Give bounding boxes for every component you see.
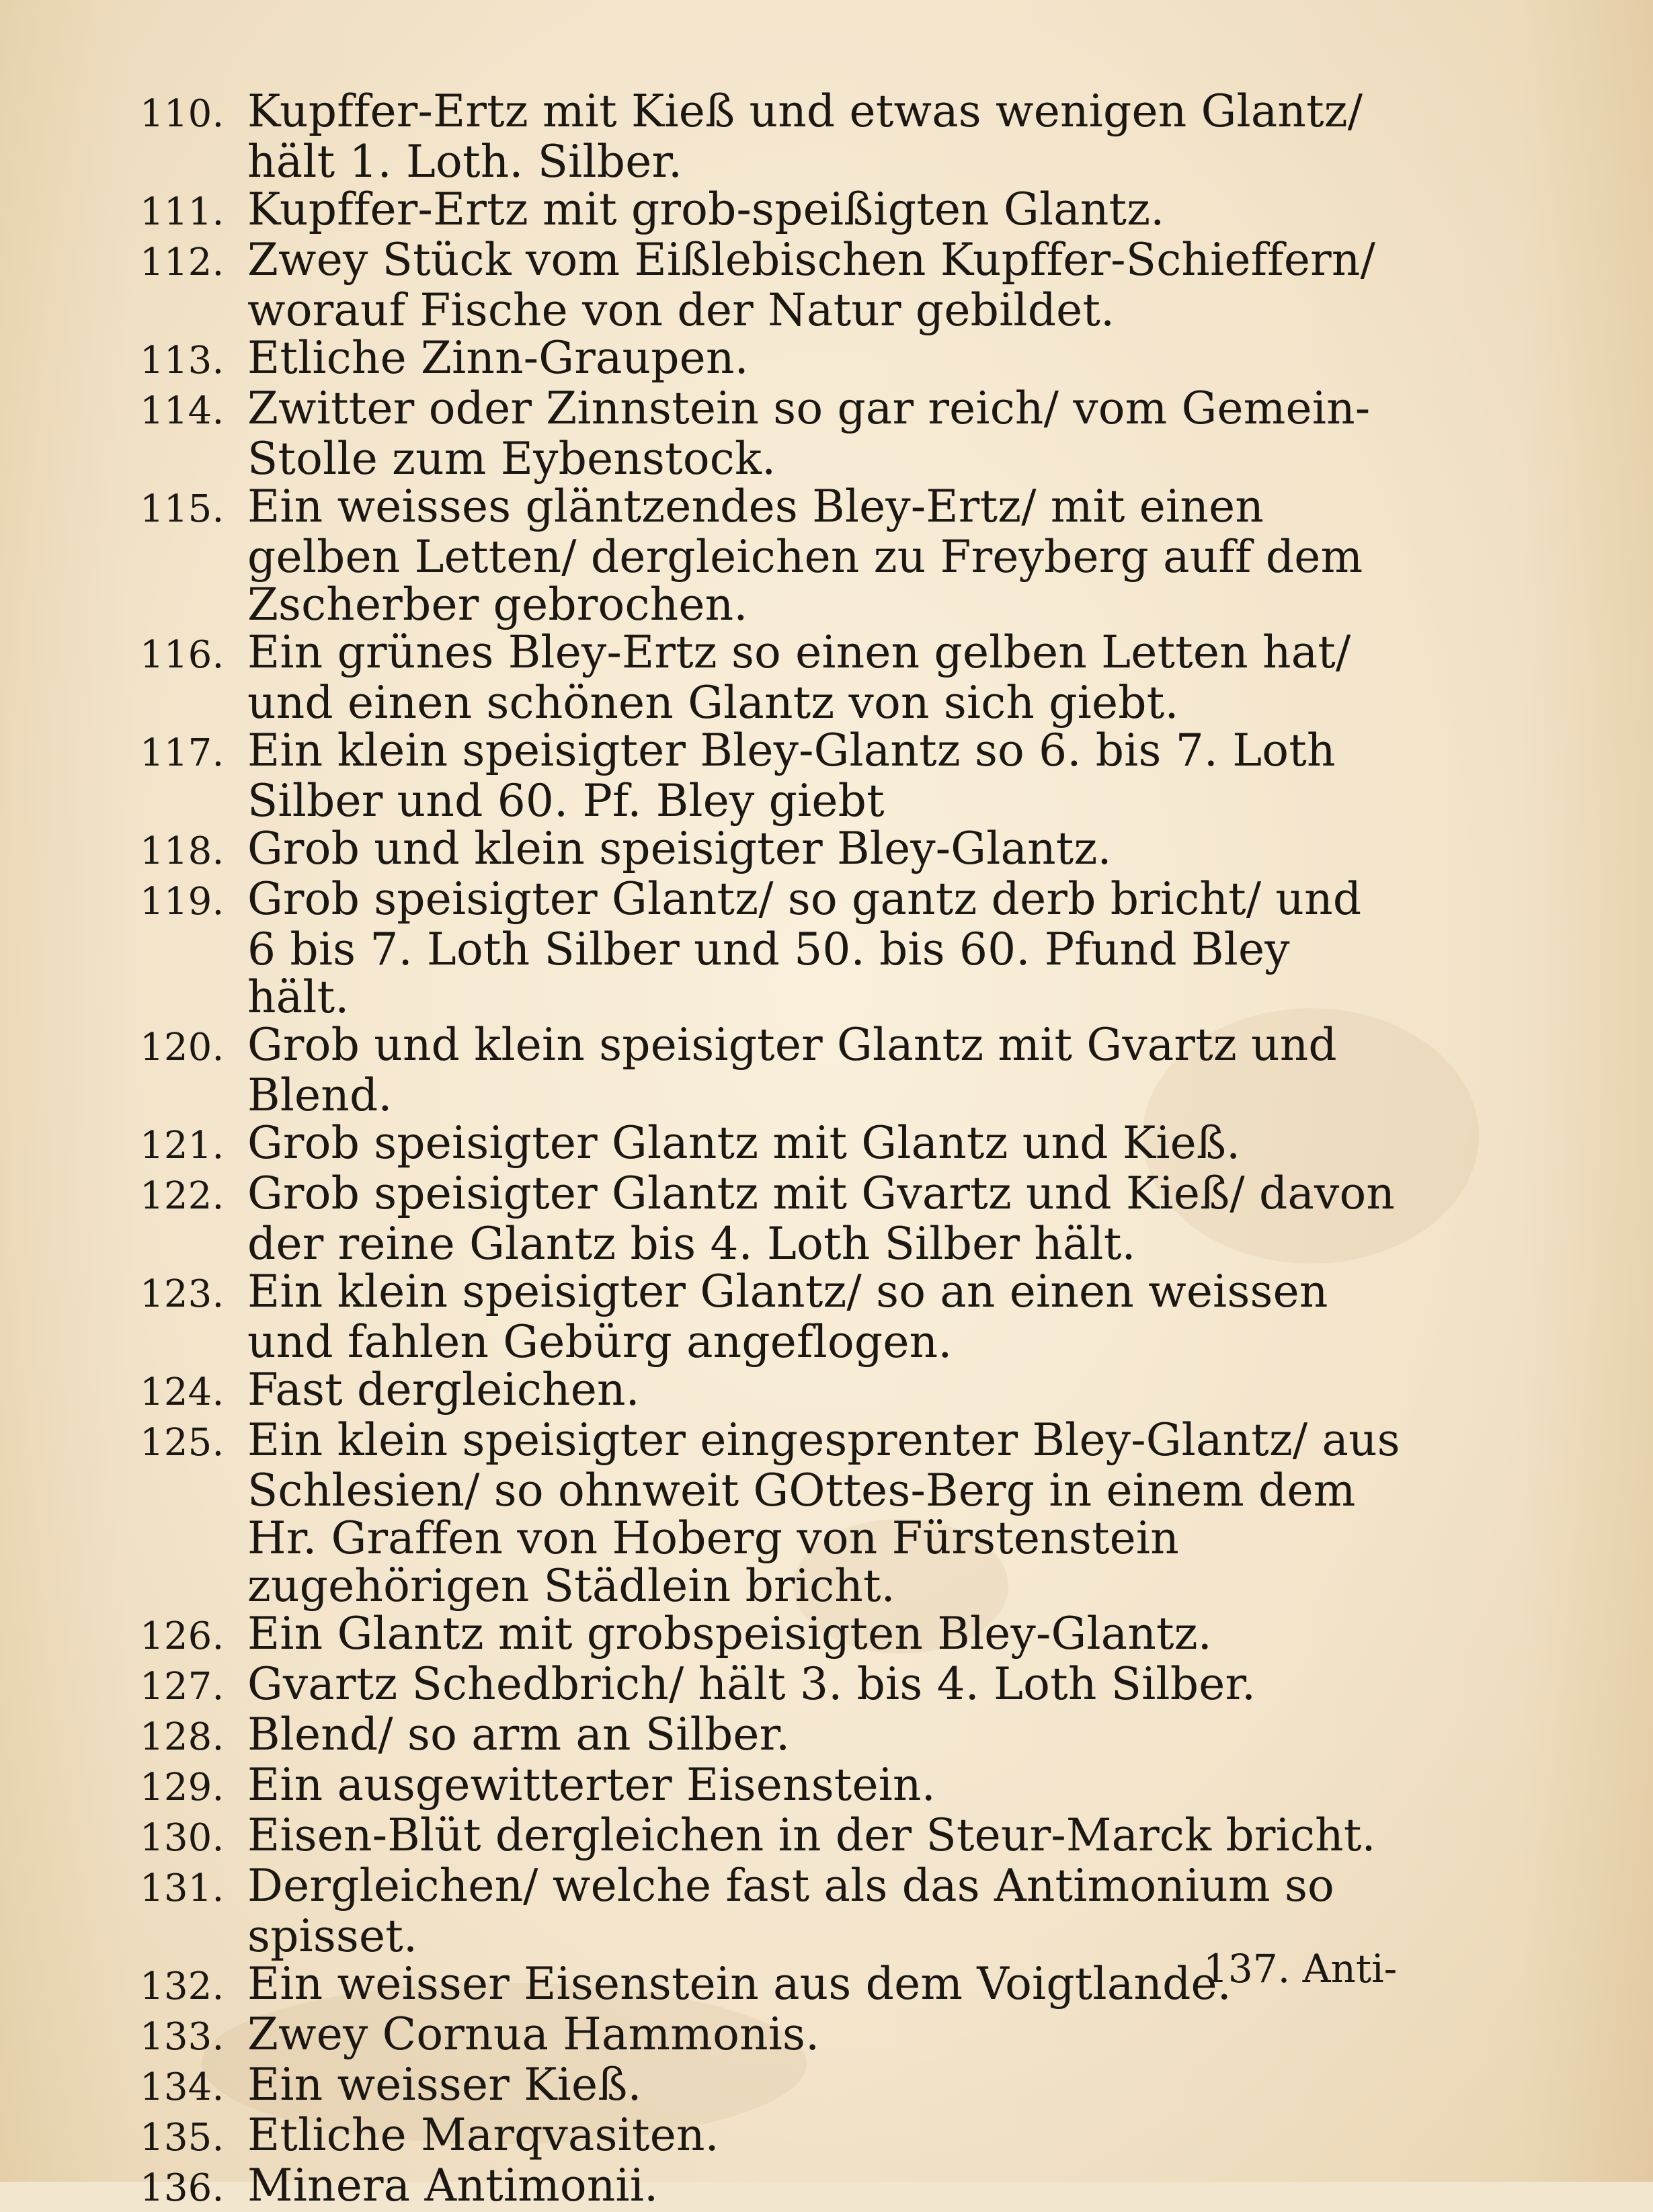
entry-number: 117. [140,731,225,775]
entry-text: Grob speisigter Glantz mit Gvartz und Kieß/ davon der reine Glantz bis 4. Loth Silber hält. [247,1168,1396,1270]
entry-text: Dergleichen/ welche fast als das Antimonium so spisset. [247,1860,1334,1962]
entry-number: 124. [140,1370,225,1414]
list-item [140,1811,1404,1862]
list-item [140,628,1404,727]
entry-text: Minera Antimonii. [247,2160,659,2211]
list-item [140,1610,1404,1660]
entry-text: Blend/ so arm an Silber. [247,1709,791,1760]
entry-text: Fast dergleichen. [247,1364,640,1416]
entry-text: Etliche Zinn-Graupen. [247,332,749,384]
entry-number: 115. [140,487,225,531]
entry-text: Kupffer-Ertz mit Kieß und etwas wenigen Glantz/ hält 1. Loth. Silber. [247,85,1363,188]
list-item [140,727,1404,825]
list-item [140,483,1404,628]
list-item [140,1268,1404,1366]
list-item [140,87,1404,186]
list-item [140,2111,1404,2162]
list-item [140,1119,1404,1170]
list-item [140,1416,1404,1610]
entry-text: Zwey Cornua Hammonis. [247,2008,820,2060]
entry-text: Ein weisser Kieß. [247,2059,642,2111]
entry-number: 135. [140,2116,225,2160]
list-item [140,183,1404,236]
entry-text: Grob und klein speisigter Bley-Glantz. [247,823,1112,874]
entry-text: Ein grünes Bley-Ertz so einen gelben Letten hat/ und einen schönen Glantz von sich giebt. [247,626,1351,729]
entry-text: Grob speisigter Glantz mit Glantz und Kieß. [247,1117,1241,1169]
entry-text: Zwey Stück vom Eißlebischen Kupffer-Schieffern/ worauf Fische von der Natur gebildet. [247,234,1376,336]
entry-number: 122. [140,1174,225,1218]
entry-number: 118. [140,829,225,873]
entry-number: 131. [140,1867,225,1910]
entry-text: Grob und klein speisigter Glantz mit Gvartz und Blend. [247,1019,1337,1121]
entry-number: 114. [140,389,225,433]
list-item [140,384,1404,483]
entry-list [140,87,1404,2212]
list-item [140,1170,1404,1268]
entry-number: 121. [140,1124,225,1168]
entry-text: Ein Glantz mit grobspeisigten Bley-Glantz. [247,1608,1212,1660]
entry-number: 133. [140,2015,225,2059]
entry-number: 130. [140,1816,225,1860]
entry-number: 113. [140,339,225,382]
catchword: 137. Anti- [1203,1946,1398,1992]
list-item [140,236,1404,334]
entry-text: Grob speisigter Glantz/ so gantz derb bricht/ und 6 bis 7. Loth Silber und 50. bis 60. Pfund Bley hält. [247,873,1362,1023]
list-item [140,334,1404,384]
entry-number: 111. [140,190,225,234]
entry-text: Etliche Marqvasiten. [247,2109,719,2161]
entry-number: 129. [140,1766,225,1809]
list-item [140,1021,1404,1119]
entry-number: 128. [140,1715,225,1759]
entry-text: Ein weisses gläntzendes Bley-Ertz/ mit einen gelben Letten/ dergleichen zu Freyberg auff dem Zscherber gebrochen. [247,481,1363,630]
entry-number: 119. [140,880,225,924]
entry-text: Ein klein speisigter eingesprenter Bley-Glantz/ aus Schlesien/ so ohnweit GOttes-Berg in einem dem Hr. Graffen von Hoberg von Fürstenstein zugehörigen Städlein bricht. [247,1414,1400,1612]
entry-number: 125. [140,1421,225,1465]
entry-text: Gvartz Schedbrich/ hält 3. bis 4. Loth Silber. [247,1658,1256,1710]
entry-number: 127. [140,1665,225,1709]
entry-text: Ein weisser Eisenstein aus dem Voigtlande. [247,1958,1232,2010]
list-item [140,2010,1404,2061]
entry-number: 136. [140,2166,225,2210]
list-item [140,1660,1404,1711]
entry-number: 132. [140,1965,225,2008]
entry-text: Ein klein speisigter Glantz/ so an einen weissen und fahlen Gebürg angeflogen. [247,1266,1328,1368]
entry-number: 120. [140,1026,225,1069]
entry-number: 110. [140,92,225,136]
list-item [140,1761,1404,1811]
entry-text: Zwitter oder Zinnstein so gar reich/ vom Gemein-Stolle zum Eybenstock. [247,382,1371,485]
list-item [140,2061,1404,2111]
entry-number: 112. [140,241,225,284]
entry-text: Kupffer-Ertz mit grob-speißigten Glantz. [247,183,1165,235]
entry-number: 123. [140,1272,225,1316]
entry-number: 116. [140,633,225,677]
entry-text: Eisen-Blüt dergleichen in der Steur-Marck bricht. [247,1809,1376,1861]
entry-text: Ein klein speisigter Bley-Glantz so 6. bis 7. Loth Silber und 60. Pf. Bley giebt [247,725,1336,827]
list-item [140,2162,1404,2212]
list-item [140,1366,1404,1416]
entry-number: 134. [140,2065,225,2109]
entry-number: 126. [140,1614,225,1658]
list-item [140,1711,1404,1761]
list-item [140,825,1404,875]
list-item [140,875,1404,1021]
entry-text: Ein ausgewitterter Eisenstein. [247,1759,936,1811]
